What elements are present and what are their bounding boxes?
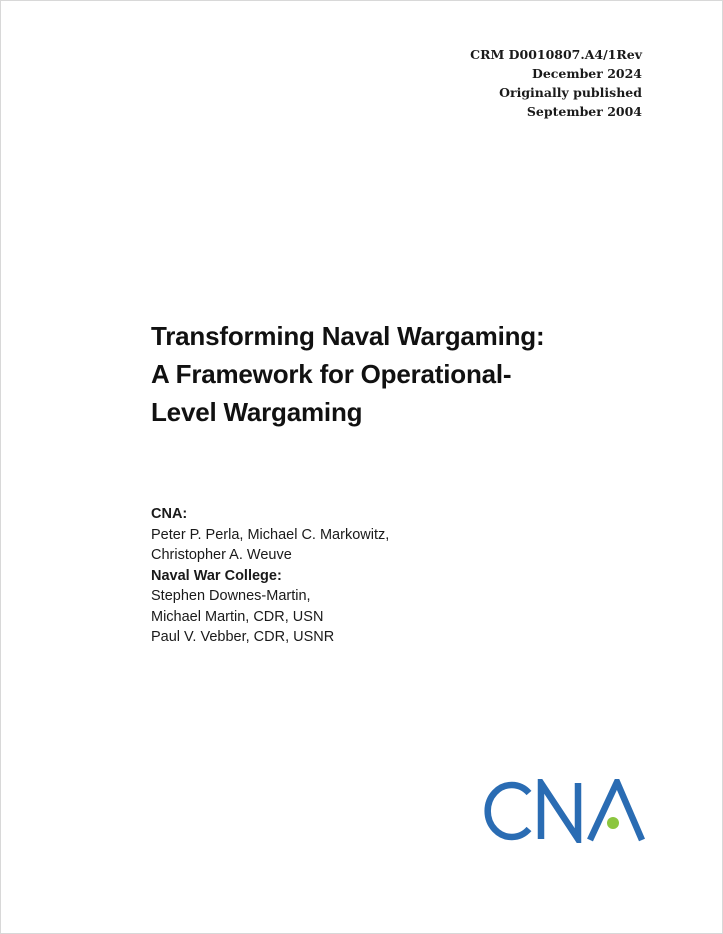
logo-letter-c [488,785,529,837]
author-list [151,504,511,648]
original-publication-date: September 2004 [526,104,642,119]
document-date: December 2024 [531,66,642,81]
logo-letter-n [541,783,578,839]
title-line-2: A Framework for Operational- [151,359,512,389]
author-line: Michael Martin, CDR, USN [151,608,324,625]
logo-letter-a [590,782,642,840]
org-heading-naval-war-college: Naval War College: [151,567,282,584]
cna-logo-icon [479,779,645,843]
author-line: Paul V. Vebber, CDR, USNR [151,629,335,645]
author-line: Peter P. Perla, Michael C. Markowitz, [151,526,390,543]
logo-dot [607,817,619,829]
author-line: Christopher A. Weuve [151,547,292,563]
title-line-3: Level Wargaming [151,397,363,427]
document-title [151,317,611,431]
author-line: Stephen Downes-Martin, [151,588,311,604]
document-number: CRM D0010807.A4/1Rev [470,47,642,62]
org-heading-cna: CNA: [151,506,188,522]
title-line-1: Transforming Naval Wargaming: [151,321,545,351]
originally-published-label: Originally published [499,85,642,100]
document-metadata [470,45,642,121]
